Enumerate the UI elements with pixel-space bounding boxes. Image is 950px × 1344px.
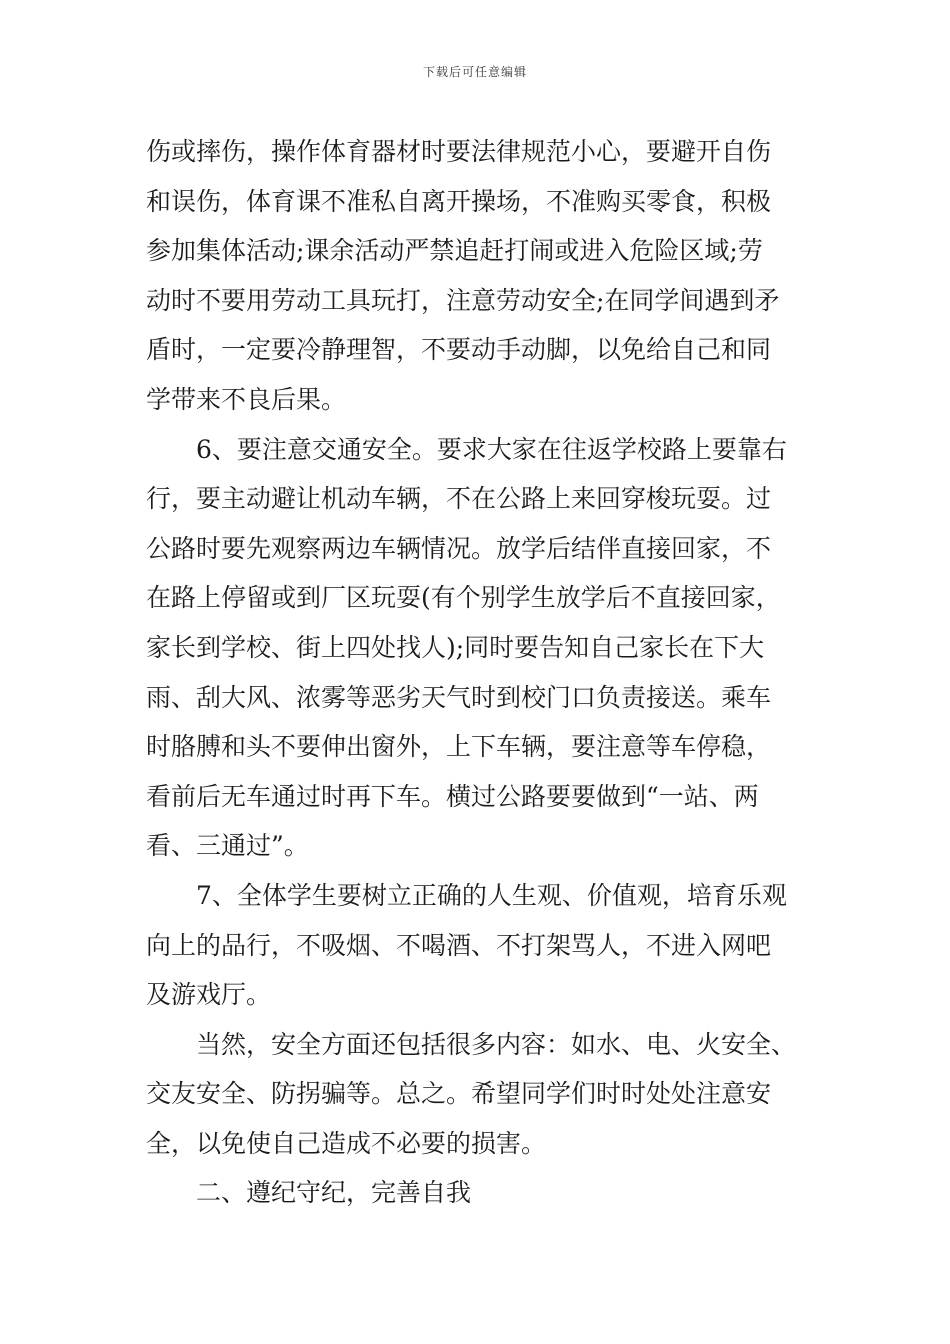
text-line: 学带来不良后果。 — [146, 384, 347, 414]
document-body — [0, 127, 950, 1218]
text-line: 动时不要用劳动工具玩打，注意劳动安全;在同学间遇到矛 — [146, 285, 780, 315]
section-heading: 二、遵纪守纪，完善自我 — [196, 1178, 472, 1208]
page-header: 下载后可任意编辑 — [422, 65, 527, 79]
text-line: 参加集体活动;课余活动严禁追赶打闹或进入危险区域;劳 — [146, 236, 763, 266]
text-line: 看前后无车通过时再下车。横过公路要要做到“一站、两 — [146, 781, 759, 811]
text-line: 伤或摔伤，操作体育器材时要法律规范小心，要避开自伤 — [146, 137, 772, 166]
text-line: 公路时要先观察两边车辆情况。放学后结伴直接回家，不 — [146, 533, 772, 563]
text-line: 看、三通过”。 — [146, 831, 309, 861]
text-line: 全，以免使自己造成不必要的损害。 — [146, 1128, 547, 1158]
text-line: 及游戏厅。 — [146, 980, 272, 1010]
text-line: 在路上停留或到厂区玩耍(有个别学生放学后不直接回家， — [146, 583, 781, 613]
paragraph-start-line: 6、要注意交通安全。要求大家在往返学校路上要靠右 — [196, 434, 787, 464]
text-line: 雨、刮大风、浓雾等恶劣天气时到校门口负责接送。乘车 — [146, 682, 772, 712]
text-line: 和误伤，体育课不准私自离开操场，不准购买零食，积极 — [146, 186, 772, 216]
text-line: 时胳膊和头不要伸出窗外，上下车辆，要注意等车停稳， — [146, 732, 772, 762]
paragraph-start-line: 当然，安全方面还包括很多内容：如水、电、火安全、 — [196, 1029, 797, 1059]
text-line: 盾时，一定要冷静理智，不要动手动脚，以免给自己和同 — [146, 335, 772, 365]
paragraph-start-line: 7、全体学生要树立正确的人生观、价值观，培育乐观 — [196, 880, 787, 910]
text-line: 家长到学校、街上四处找人);同时要告知自己家长在下大 — [146, 632, 765, 662]
text-line: 交友安全、防拐骗等。总之。希望同学们时时处处注意安 — [146, 1079, 772, 1109]
text-line: 向上的品行，不吸烟、不喝酒、不打架骂人，不进入网吧 — [146, 930, 772, 960]
text-line: 行，要主动避让机动车辆，不在公路上来回穿梭玩耍。过 — [146, 484, 772, 514]
